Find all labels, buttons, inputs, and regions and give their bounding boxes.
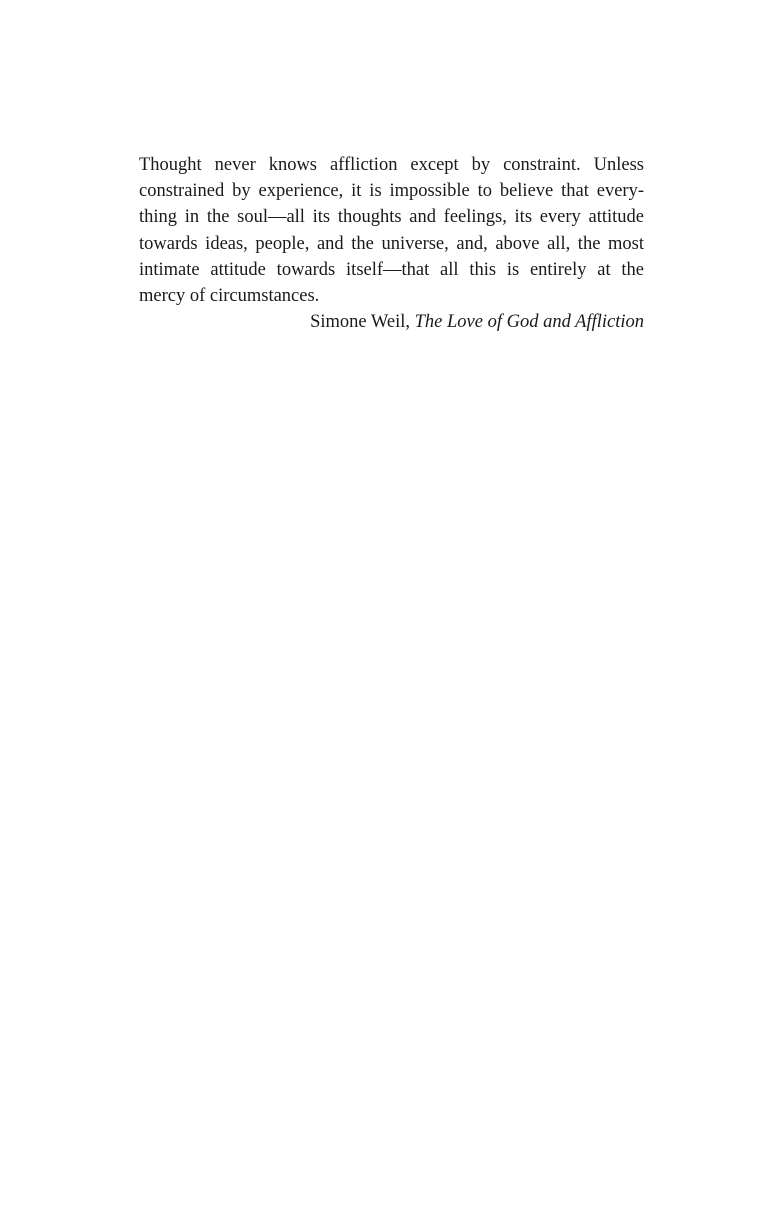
attribution-work-title: The Love of God and Affliction [414, 312, 644, 333]
epigraph [139, 152, 644, 335]
epigraph-attribution [139, 309, 644, 335]
epigraph-line: intimate attitude towards itself—that all this is entirely at the [139, 259, 644, 280]
epigraph-line: mercy of circumstances. [139, 285, 320, 306]
attribution-author: Simone Weil, [310, 312, 411, 333]
epigraph-line: towards ideas, people, and the universe, and, above all, the most [139, 233, 644, 254]
epigraph-line: thing in the soul—all its thoughts and feelings, its every attitude [139, 207, 644, 228]
epigraph-line: Thought never knows affliction except by constraint. Unless [139, 155, 644, 175]
epigraph-line: constrained by experience, it is impossible to believe that every- [139, 181, 644, 202]
